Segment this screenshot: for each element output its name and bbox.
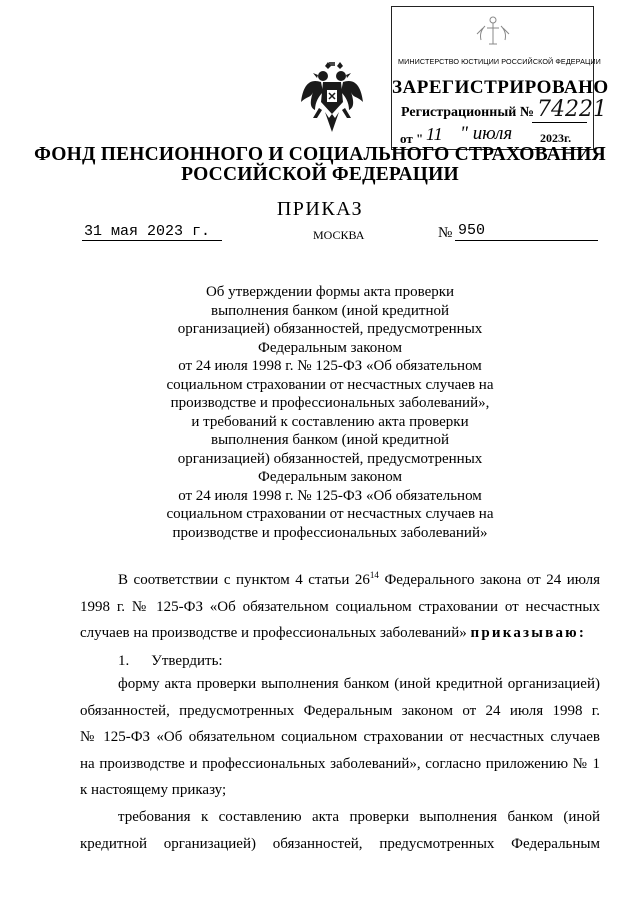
stamp-regnum-value: 74221 [537,97,607,122]
stamp-regnum-label: Регистрационный № [401,105,534,120]
form-line: форму акта проверки выполнения банком (иной кредитной организацией) [118,676,600,692]
heading-line: организацией) обязанностей, предусмотренных [177,450,483,467]
order-keyword: приказываю: [470,625,587,641]
item-1-text: Утвердить: [151,653,223,669]
heading-line: производстве и профессиональных заболеваний», [170,395,490,411]
order-number-underline [455,240,598,241]
preamble-line [80,567,600,594]
preamble-paragraph [80,567,600,647]
form-line: к настоящему приказу; [80,782,227,798]
requirements-line: требования к составлению акта проверки выполнения банком (иной [118,809,600,825]
stamp-date-prefix: от " [400,131,424,146]
coat-of-arms-icon [299,62,365,136]
heading-line: и требований к составлению акта проверки [191,413,469,430]
form-line: на производстве и профессиональных заболеваний», согласно приложению № 1 [80,755,600,772]
article-superscript: 14 [369,570,379,580]
stamp-registered: ЗАРЕГИСТРИРОВАНО [392,77,609,98]
order-heading [130,283,530,542]
organization-title-line2: РОССИЙСКОЙ ФЕДЕРАЦИИ [181,164,459,185]
stamp-ministry: МИНИСТЕРСТВО ЮСТИЦИИ РОССИЙСКОЙ ФЕДЕРАЦИИ [398,57,601,66]
preamble-line-text: Федерального закона от 24 июля [378,572,601,588]
form-paragraph [80,671,600,804]
eagle-stamp-icon [475,14,511,52]
order-date-underline [82,240,222,241]
stamp-date-year: 2023г. [540,131,572,145]
heading-line: Об утверждении формы акта проверки [205,284,455,300]
heading-line: выполнения банком (иной кредитной [210,302,449,319]
form-line: № 125-ФЗ «Об обязательном социальном страховании от несчастных случаев [80,729,600,745]
preamble-line-text: В соответствии с пунктом 4 статьи 26 [118,572,370,588]
order-city: МОСКВА [313,228,365,242]
heading-line: от 24 июля 1998 г. № 125-ФЗ «Об обязательном [178,487,482,504]
document-type: ПРИКАЗ [276,198,364,220]
heading-line: социальном страховании от несчастных случаев на [166,376,494,393]
order-number: 950 [458,222,486,239]
organization-title-line1: ФОНД ПЕНСИОННОГО И СОЦИАЛЬНОГО СТРАХОВАНИЯ [34,144,606,165]
heading-line: от 24 июля 1998 г. № 125-ФЗ «Об обязательном [178,358,482,374]
heading-line: Федеральным законом [258,469,402,485]
form-line: обязанностей, предусмотренных Федеральным законом от 24 июля 1998 г. [80,702,600,719]
preamble-line: 1998 г. № 125-ФЗ «Об обязательном социальном страховании от несчастных [80,598,600,615]
stamp-regnum-line [532,122,587,123]
order-number-label: № [438,225,453,241]
heading-line: производстве и профессиональных заболеваний» [172,524,488,541]
stamp-date-day: 11 [426,124,443,144]
stamp-date-month: " июля [460,123,513,144]
preamble-line [80,620,600,647]
heading-line: социальном страховании от несчастных случаев на [166,506,494,522]
requirements-paragraph [80,804,600,857]
order-date: 31 мая 2023 г. [84,223,211,240]
heading-line: Федеральным законом [258,339,402,356]
requirements-line: кредитной организацией) обязанностей, предусмотренных Федеральным [80,835,600,852]
registration-stamp [391,6,609,150]
heading-line: организацией) обязанностей, предусмотренных [177,321,483,337]
preamble-line-text: случаев на производстве и профессиональных заболеваний» [80,625,471,641]
heading-line: выполнения банком (иной кредитной [210,432,449,448]
item-1-number: 1. [118,653,130,669]
